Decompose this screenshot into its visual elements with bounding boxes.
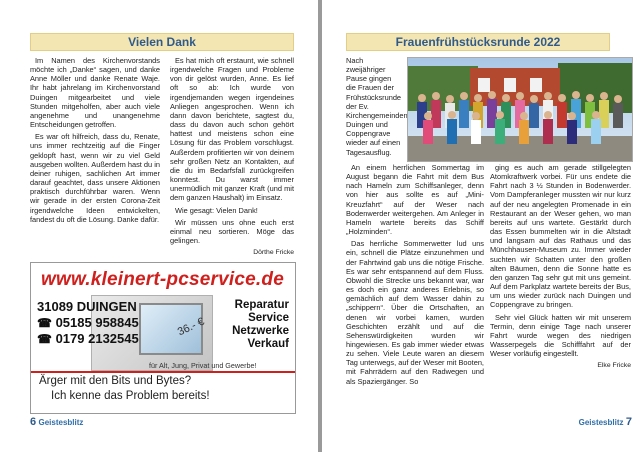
magazine-name: Geistesblitz [38,418,84,427]
ad-service-repair: Reparatur [234,299,289,311]
phone-number: 0179 2132545 [55,331,139,346]
footer-left [30,416,83,428]
ad-tagline: für Alt, Jung, Privat und Gewerbe! [149,361,257,370]
phone-number: 05185 958845 [55,315,139,330]
right-column-1 [346,163,484,389]
intro-text: Nach zweijähriger Pause gingen die Frauen der Frühstücksrunde der Ev. Kirchengemeinden Duingen und Coppengrave wieder auf einen Tagesausflug. [346,56,408,157]
group-photo-drawing [408,58,632,161]
page-number: 7 [625,416,632,428]
signature: Dörthe Fricke [253,249,294,257]
footer-right [579,416,632,428]
right-column-2 [490,163,631,370]
paragraph: Wir müssen uns ohne euch erst einmal neu sortieren. Möge das gelingen. [170,217,294,245]
ad-phone-2 [37,331,139,346]
ad-question: Ärger mit den Bits und Bytes? [39,375,192,387]
phone-icon: ☎ [37,316,52,330]
magazine-name: Geistesblitz [578,418,624,427]
paragraph: An einem herrlichen Sommertag im August begann die Fahrt mit dem Bus nach Hameln zum Schiffsanleger, denn von hier aus sollte es auf „Mini-Kreuzfahrt“ auf der Weser nach Bodenwerder weitergehen. Am Anleger in Hameln wartete bereits das Schiff „Holzminden“. [346,163,484,237]
pc-service-ad [30,262,296,414]
ad-answer: Ich kenne das Problem bereits! [51,390,210,402]
phone-icon: ☎ [37,332,52,346]
left-column-1 [30,56,160,227]
paragraph: Sehr viel Glück hatten wir mit unserem Termin, denn einige Tage nach unserer Fahrt wurde wegen des niedrigen Wasserpegels die Schifffahrt auf der Weser vorläufig eingestellt. [490,312,631,359]
heading-vielen-dank: Vielen Dank [30,33,294,51]
left-column-2 [170,56,294,257]
ad-town: 31089 DUINGEN [37,299,137,314]
right-page [322,0,640,452]
paragraph: Das herrliche Sommerwetter lud uns ein, schnell die Plätze einzunehmen und der Fahrtwind gab uns die nötige Frische. Es war sehr entspannend auf dem Fluss. Obwohl die Strecke uns bekannt war, war es doch ein ganz anderes Erlebnis, so gemächlich auf dem Wasser dahin zu „schippern“. Über die Ortschaften, an denen wir vorbei kamen, wurden Geschichten erzählt und auf die Sehenswürdigkeiten wurden wir hingewiesen. Es gab immer wieder etwas zu sehen. Viele Leute waren an diesem Tag unterwegs, auf der Weser mit Booten, mit Fahrrädern auf den Radwegen und als Spaziergänger. So [346,239,484,386]
paragraph: Im Namen des Kirchenvorstands möchte ich „Danke“ sagen, und danke Anne Möller und danke Renate Waje. Ihr habt jahrelang im Kirchenvorstand Duingen mitgearbeitet und viele Stunden mitgeholfen, aber auch viele angenehme und unangenehme Entscheidungen getroffen. [30,56,160,130]
heading-frauenfruehstueck: Frauenfrühstücksrunde 2022 [346,33,610,51]
paragraph: Wie gesagt: Vielen Dank! [175,205,258,215]
paragraph: Es war oft hilfreich, dass du, Renate, uns immer rechtzeitig auf die Finger geklopft hast, wenn wir zu viel Geld ausgeben wollten. Außerdem hast du in deiner ruhigen, sachlichen Art immer darauf geachtet, dass unsere Aktionen praktisch durchführbar waren. Wenn wir gerade in der ersten Corona-Zeit irgendwelche Ideen entwickelten, fandest du oft die Lösung. Danke dafür. [30,132,160,224]
left-page [0,0,318,452]
signature: Elke Fricke [597,362,631,370]
paragraph: Es hat mich oft erstaunt, wie schnell irgendwelche Fragen und Probleme von dir gelöst wurden, Anne. Es lief oft so ab: Ich wurde von irgendjemanden wegen irgendeines Anliegen angesprochen. Wenn ich dann davon berichtete, sagtest du, dass du davon auch schon gehört hattest und meistens schon eine Lösung für das Problem vorschlugst. Außerdem profitierten wir von deinem sehr großen Netz an Kontakten, auf die du im Bedarfsfall zurückgreifen konntest. Du warst immer unermüdlich mit ganzer Kraft (und mit dem ganzen Haushalt) im Einsatz. [170,56,294,203]
ad-price: 36.- € [175,315,207,339]
ad-service-service: Service [248,312,289,324]
paragraph: ging es auch am gerade stillgelegten Atomkraftwerk vorbei. Für uns endete die Fahrt nach 3 ½ Stunden in Bodenwerder. Vom Dampferanleger mussten wir nur kurz auf der neu angelegten Promenade in ein Restaurant an der Weser gehen, wo man bereits auf uns wartete. Gestärkt durch das Essen bummelten wir in die Altstadt und langsam auf das Rathaus und das Münchhausen-Museum zu. Immer wieder suchten wir Schatten unter den großen alten Bäumen, denn die Sonne hatte es den ganzen Tag sehr gut mit uns gemeint. Auf dem Parkplatz wartete bereits der Bus, um uns wieder zurück nach Duingen und Coppengrave zu bringen. [490,163,631,310]
ad-phone-1 [37,315,139,330]
ad-service-network: Netzwerke [232,325,289,337]
page-number: 6 [30,416,37,428]
ad-service-sales: Verkauf [247,338,289,350]
ad-url[interactable]: www.kleinert-pcservice.de [41,269,284,290]
group-photo [407,57,633,162]
ad-divider [31,371,295,373]
